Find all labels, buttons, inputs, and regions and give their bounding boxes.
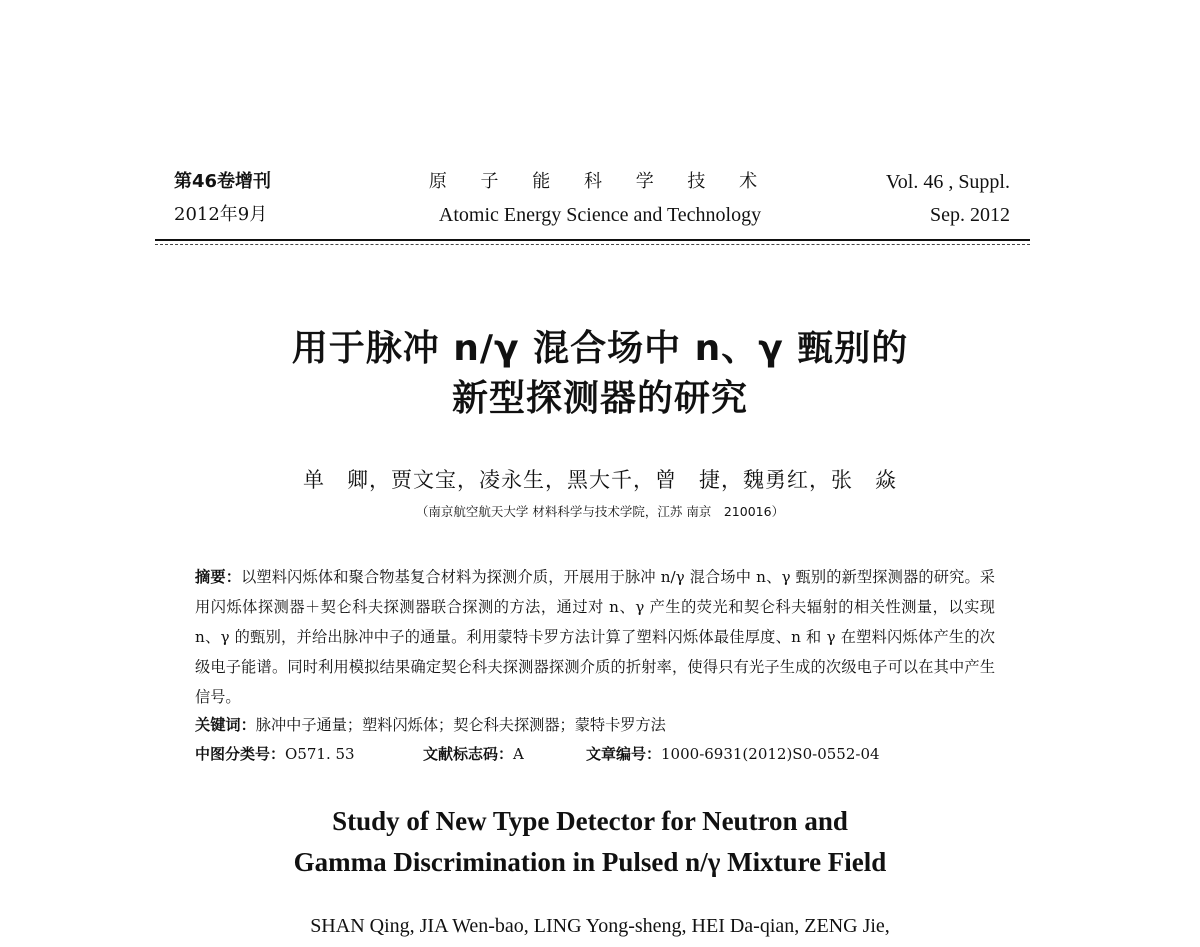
journal-name-cn: 原 子 能 科 学 技 术 <box>428 171 772 192</box>
abstract-text: 以塑料闪烁体和聚合物基复合材料为探测介质，开展用于脉冲 n/γ 混合场中 n、γ 甄别的新型探测器的研究。采用闪烁体探测器＋契仑科夫探测器联合探测的方法，通过对 n、γ 产生的荧光和契仑科夫辐射的相关性测量，以实现 n、γ 的甄别，并给出脉冲中子的通量。利用蒙特卡罗方法计算了塑料闪烁体最佳厚度、n 和 γ 在塑料闪烁体产生的次级电子能谱。同时利用模拟结果确定契仑科夫探测器探测介质的折射率，使得只有光子生成的次级电子可以在其中产生信号。 <box>195 568 995 706</box>
volume-en: Vol. 46 , Suppl. <box>885 171 1010 193</box>
title-cn-line2: 新型探测器的研究 <box>451 378 748 419</box>
title-en-line2: Gamma Discrimination in Pulsed n/γ Mixture Field <box>293 847 887 877</box>
header-rule-thin <box>155 244 1030 245</box>
doc-code-value: A <box>513 745 524 763</box>
title-cn-line1: 用于脉冲 n/γ 混合场中 n、γ 甄别的 <box>291 328 909 369</box>
clc-label: 中图分类号： <box>195 745 286 763</box>
article-number-label: 文章编号： <box>586 745 662 763</box>
keywords-label: 关键词： <box>195 716 256 734</box>
classification-line <box>195 742 1015 766</box>
journal-name-en: Atomic Energy Science and Technology <box>438 204 762 226</box>
header-rule <box>155 239 1030 241</box>
clc-value: O571. 53 <box>285 745 355 763</box>
affiliation-cn: （南京航空航天大学 材料科学与技术学院，江苏 南京 210016） <box>415 504 785 519</box>
date-cn: 2012年9月 <box>174 204 268 225</box>
keywords-text: 脉冲中子通量；塑料闪烁体；契仑科夫探测器；蒙特卡罗方法 <box>255 716 666 734</box>
title-en-line1: Study of New Type Detector for Neutron and <box>332 806 848 836</box>
volume-cn: 第46卷增刊 <box>174 171 272 192</box>
article-number-value: 1000-6931(2012)S0-0552-04 <box>661 745 880 763</box>
date-en: Sep. 2012 <box>930 204 1010 226</box>
keywords <box>195 713 666 737</box>
abstract-label: 摘要： <box>195 568 242 586</box>
authors-en: SHAN Qing, JIA Wen-bao, LING Yong-sheng, HEI Da-qian, ZENG Jie, <box>310 915 890 937</box>
abstract <box>195 562 995 712</box>
authors-cn: 单 卿，贾文宝，凌永生，黑大千，曾 捷，魏勇红，张 焱 <box>303 468 897 492</box>
doc-code-label: 文献标志码： <box>423 745 514 763</box>
